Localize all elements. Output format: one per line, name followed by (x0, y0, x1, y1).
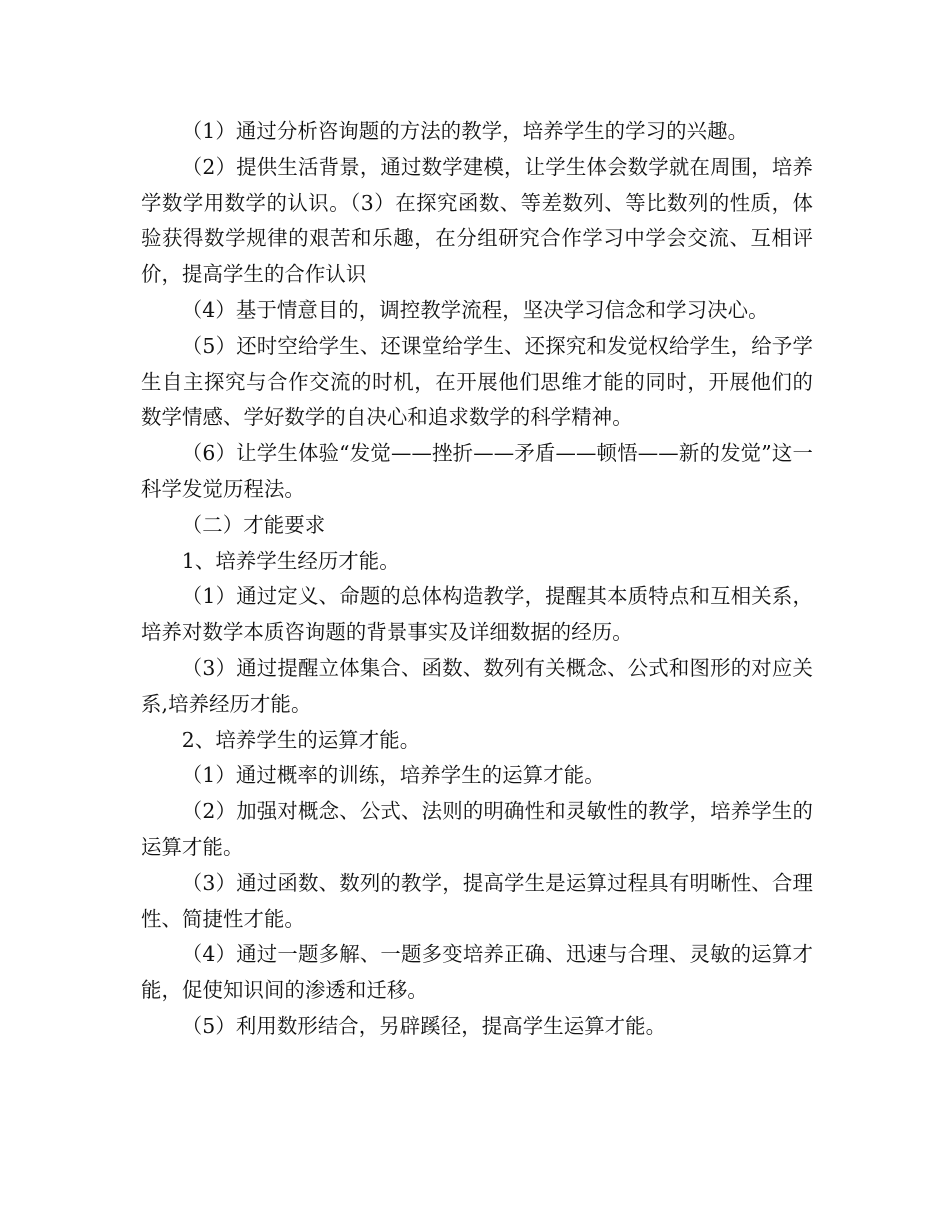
paragraph-12: （5）利用数形结合，另辟蹊径，提高学生运算才能。 (181, 1013, 667, 1038)
paragraph-11: （4）通过一题多解、一题多变培养正确、迅速与合理、灵敏的运算才能，促使知识间的渗透和迁移。 (141, 942, 813, 1003)
paragraph-3: （4）基于情意目的，调控教学流程，坚决学习信念和学习决心。 (181, 297, 769, 322)
paragraph-7: （3）通过提醒立体集合、函数、数列有关概念、公式和图形的对应关系,培养经历才能。 (141, 655, 813, 716)
document-body (141, 114, 813, 1045)
paragraph-5: （6）让学生体验“发觉——挫折——矛盾——顿悟——新的发觉”这一科学发觉历程法。 (141, 441, 813, 501)
subheading-calculation-ability: 2、培养学生的运算才能。 (181, 727, 421, 752)
paragraph-4: （5）还时空给学生、还课堂给学生、还探究和发觉权给学生，给予学生自主探究与合作交流的时机，在开展他们思维才能的同时，开展他们的数学情感、学好数学的自决心和追求数学的科学精神。 (141, 333, 813, 430)
paragraph-1: （1）通过分析咨询题的方法的教学，培养学生的学习的兴趣。 (181, 119, 749, 143)
paragraph-10: （3）通过函数、数列的教学，提高学生是运算过程具有明晰性、合理性、简捷性才能。 (141, 870, 813, 931)
section-heading-abilities: （二）才能要求 (181, 512, 326, 537)
subheading-memory-ability: 1、培养学生经历才能。 (181, 548, 400, 573)
paragraph-9: （2）加强对概念、公式、法则的明确性和灵敏性的教学，培养学生的运算才能。 (141, 799, 813, 859)
paragraph-6: （1）通过定义、命题的总体构造教学，提醒其本质特点和互相关系，培养对数学本质咨询题的背景事实及详细数据的经历。 (141, 584, 813, 645)
paragraph-2: （2）提供生活背景，通过数学建模，让学生体会数学就在周围，培养学数学用数学的认识。（3）在探究函数、等差数列、等比数列的性质，体验获得数学规律的艰苦和乐趣，在分组研究合作学习中学会交流、互相评价，提高学生的合作认识 (141, 154, 813, 287)
paragraph-8: （1）通过概率的训练，培养学生的运算才能。 (181, 763, 605, 788)
